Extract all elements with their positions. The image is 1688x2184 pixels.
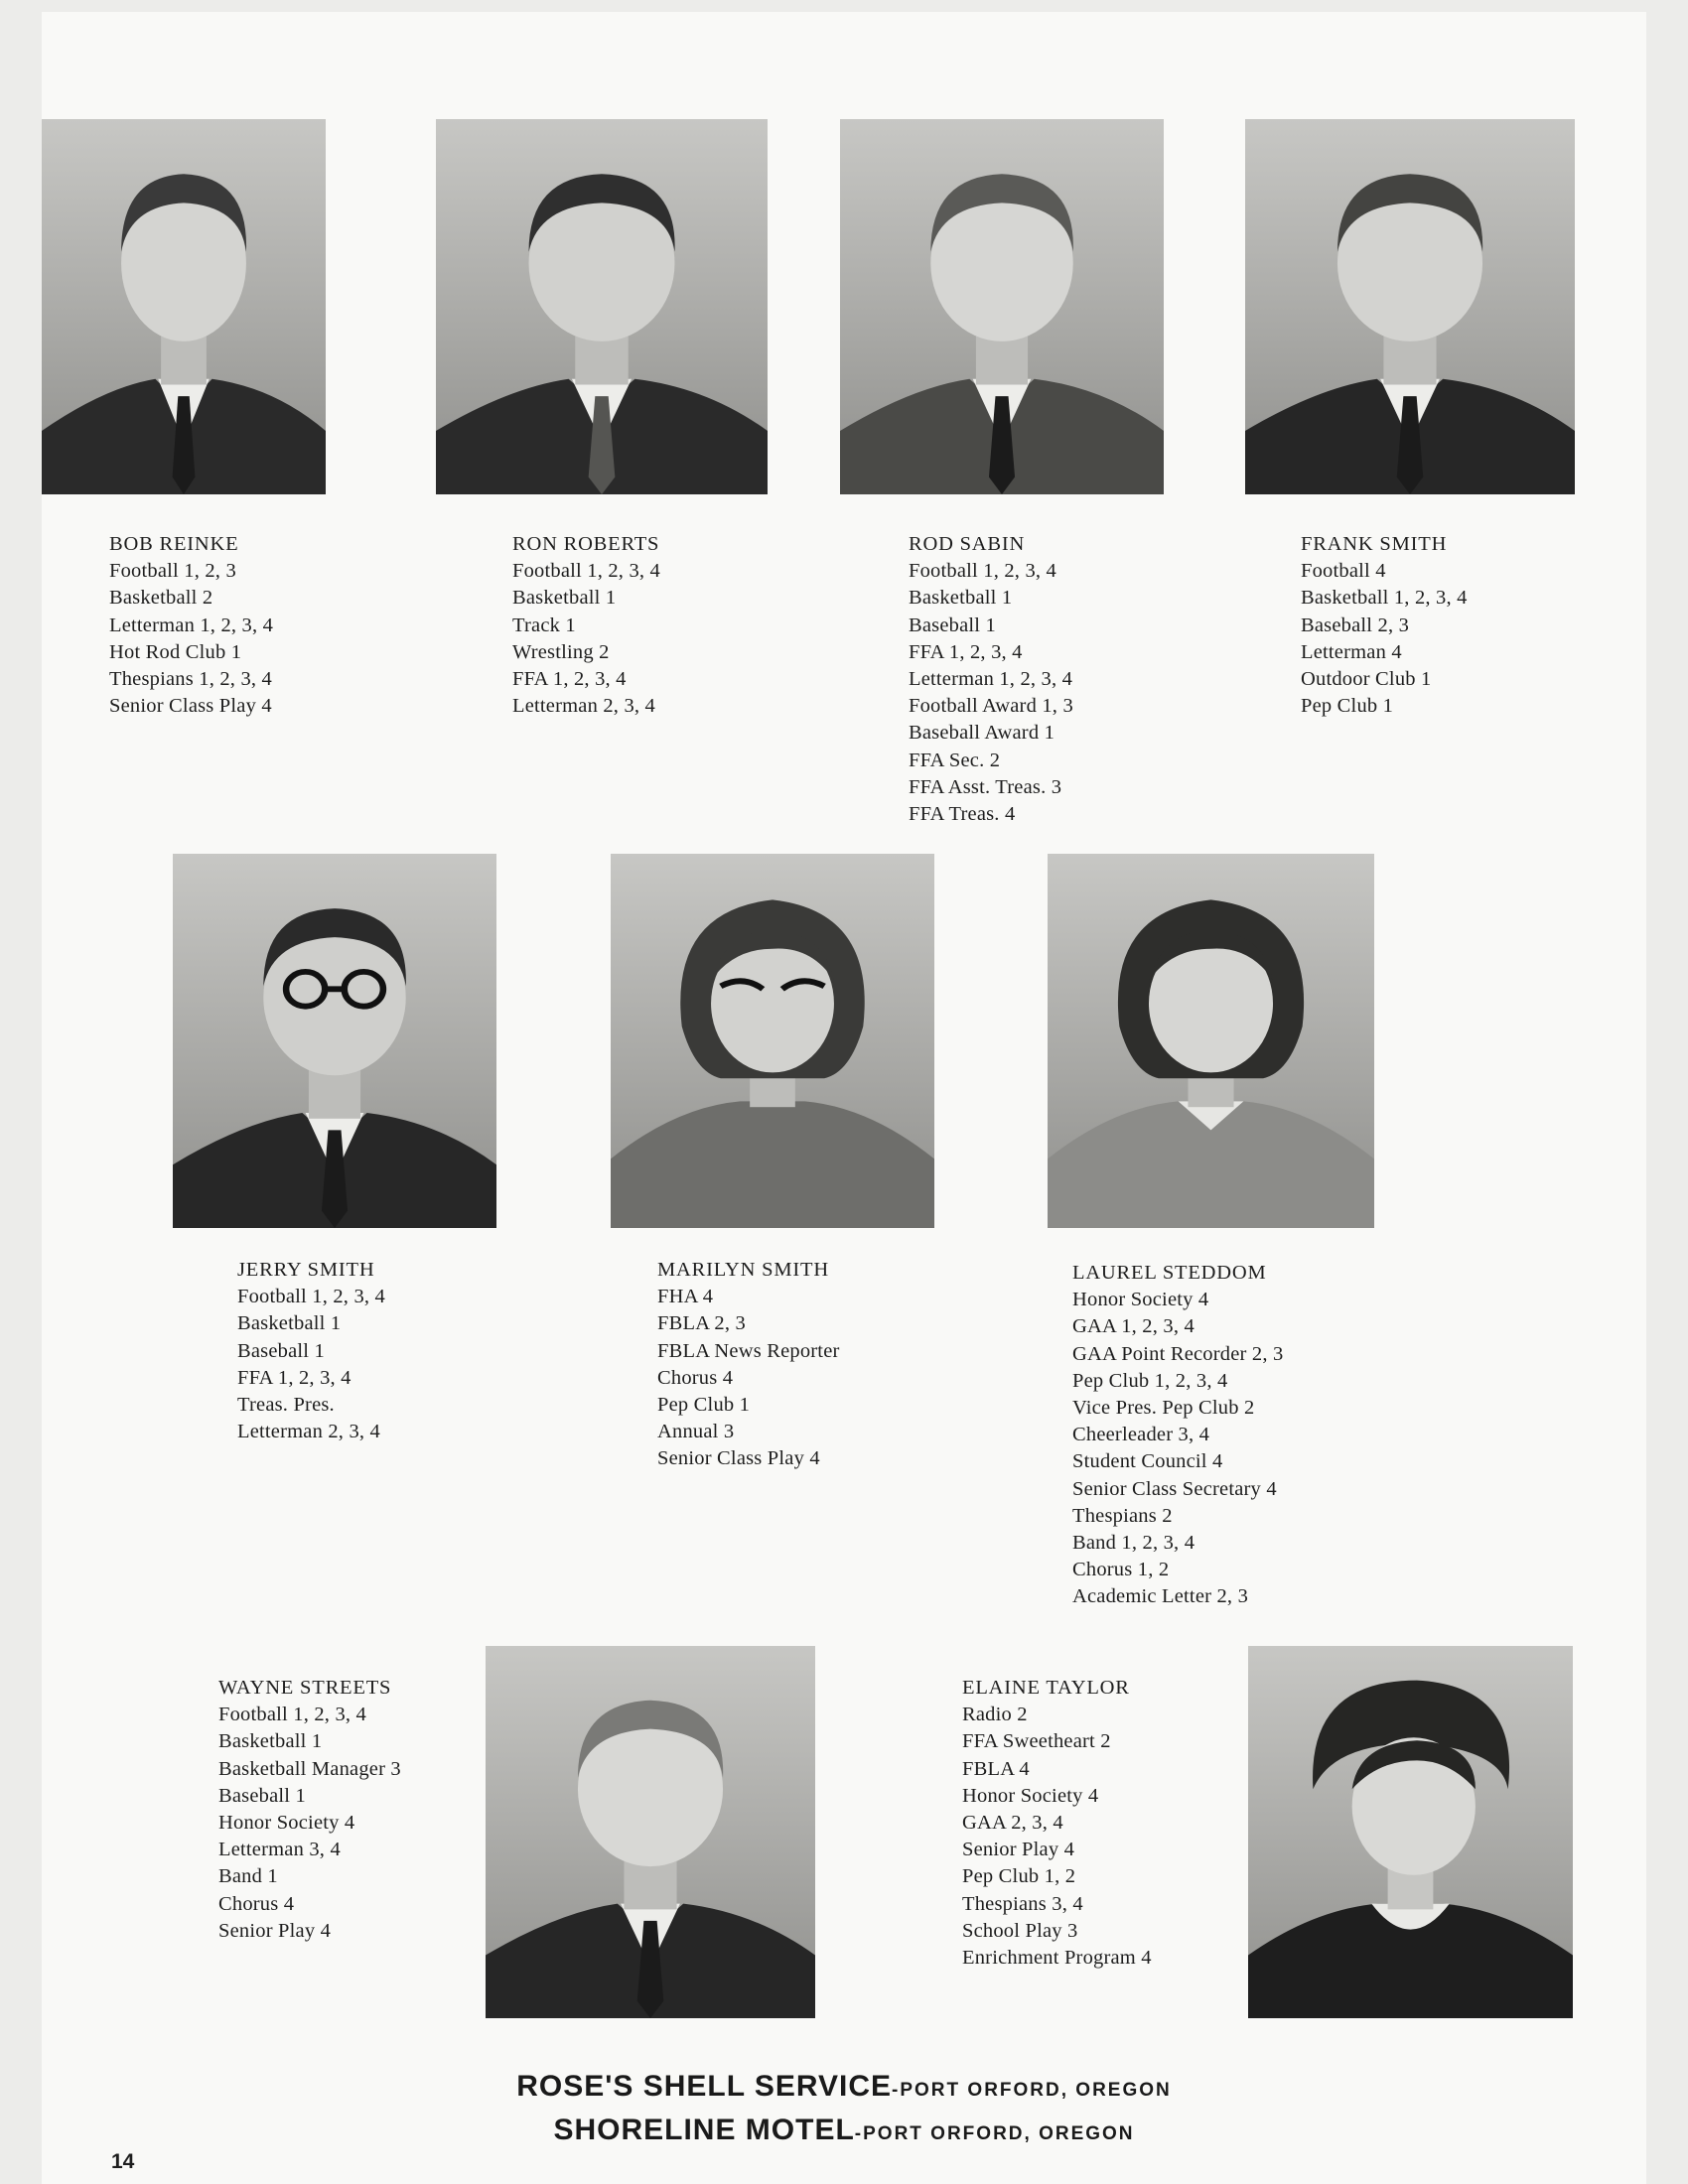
activity: Letterman 3, 4 [218, 1839, 341, 1861]
activity: Honor Society 4 [218, 1812, 355, 1835]
ad-location: -PORT ORFORD, OREGON [854, 2123, 1135, 2144]
sponsor-ad [0, 2065, 1688, 2109]
sponsor-ads [0, 2065, 1688, 2152]
senior-name: RON ROBERTS [512, 533, 660, 555]
activity: Thespians 3, 4 [962, 1892, 1083, 1915]
activity: Basketball 1 [512, 587, 617, 610]
activity: Pep Club 1, 2 [962, 1865, 1076, 1888]
activity: GAA Point Recorder 2, 3 [1072, 1342, 1284, 1365]
senior-bio [218, 1675, 401, 1945]
activity: FFA Asst. Treas. 3 [909, 775, 1062, 798]
senior-bio [237, 1257, 385, 1445]
activity: Vice Pres. Pep Club 2 [1072, 1397, 1255, 1420]
activity: GAA 1, 2, 3, 4 [1072, 1315, 1195, 1338]
activity: Basketball 1, 2, 3, 4 [1301, 587, 1468, 610]
activity: Senior Class Secretary 4 [1072, 1477, 1277, 1500]
activity: FFA 1, 2, 3, 4 [512, 668, 627, 691]
activity: FBLA News Reporter [657, 1339, 840, 1362]
activity: FFA 1, 2, 3, 4 [237, 1366, 352, 1389]
senior-bio [512, 531, 660, 720]
senior-name: JERRY SMITH [237, 1259, 375, 1281]
activity: Pep Club 1, 2, 3, 4 [1072, 1369, 1228, 1392]
activity: Thespians 2 [1072, 1504, 1173, 1527]
activity: FFA Treas. 4 [909, 803, 1016, 826]
activity: Letterman 2, 3, 4 [237, 1421, 381, 1443]
portrait-photo-laurel-steddom [1048, 854, 1374, 1228]
ad-business-name: ROSE'S SHELL SERVICE [516, 2070, 893, 2103]
sponsor-ad [0, 2109, 1688, 2152]
activity: Letterman 4 [1301, 640, 1402, 663]
activity: Senior Play 4 [962, 1839, 1075, 1861]
senior-name: WAYNE STREETS [218, 1677, 392, 1699]
senior-bio [1072, 1260, 1283, 1611]
activity: Letterman 1, 2, 3, 4 [109, 614, 274, 636]
activity: Hot Rod Club 1 [109, 640, 242, 663]
activity: Baseball 1 [218, 1784, 306, 1807]
portrait-photo-jerry-smith [173, 854, 496, 1228]
activity: Honor Society 4 [962, 1784, 1099, 1807]
activity: Pep Club 1 [657, 1394, 751, 1417]
senior-bio [109, 531, 273, 720]
activity: Baseball 1 [909, 614, 996, 636]
activity: Baseball Award 1 [909, 722, 1055, 745]
activity: Football 1, 2, 3, 4 [512, 560, 661, 583]
ad-location: -PORT ORFORD, OREGON [892, 2080, 1172, 2101]
activity: Letterman 2, 3, 4 [512, 695, 656, 718]
activity: Football 1, 2, 3, 4 [218, 1704, 367, 1726]
activity: Baseball 2, 3 [1301, 614, 1410, 636]
activity: Football 1, 2, 3, 4 [909, 560, 1057, 583]
activity: FFA Sweetheart 2 [962, 1730, 1111, 1753]
activity: Football 4 [1301, 560, 1386, 583]
activity: Senior Class Play 4 [657, 1447, 820, 1470]
activity: Football 1, 2, 3 [109, 560, 236, 583]
activity: Band 1 [218, 1865, 278, 1888]
senior-name: ROD SABIN [909, 533, 1026, 555]
portrait-photo-frank-smith [1245, 119, 1575, 494]
activity: Basketball 2 [109, 587, 213, 610]
activity: Cheerleader 3, 4 [1072, 1424, 1210, 1446]
activity: FHA 4 [657, 1286, 714, 1308]
activity: FBLA 4 [962, 1757, 1030, 1780]
activity: Student Council 4 [1072, 1450, 1223, 1473]
activity: Band 1, 2, 3, 4 [1072, 1532, 1196, 1555]
activity: Track 1 [512, 614, 576, 636]
activity: Radio 2 [962, 1704, 1028, 1726]
senior-name: FRANK SMITH [1301, 533, 1448, 555]
activity: Basketball 1 [237, 1312, 342, 1335]
portrait-photo-marilyn-smith [611, 854, 934, 1228]
activity: Basketball Manager 3 [218, 1757, 401, 1780]
activity: Basketball 1 [218, 1730, 323, 1753]
activity: Chorus 4 [218, 1892, 295, 1915]
senior-name: LAUREL STEDDOM [1072, 1262, 1267, 1284]
senior-bio [909, 531, 1073, 828]
senior-bio [657, 1257, 840, 1473]
activity: FBLA 2, 3 [657, 1312, 746, 1335]
ad-business-name: SHORELINE MOTEL [553, 2114, 855, 2146]
activity: Treas. Pres. [237, 1394, 335, 1417]
activity: Pep Club 1 [1301, 695, 1394, 718]
portrait-photo-elaine-taylor [1248, 1646, 1573, 2018]
activity: Senior Class Play 4 [109, 695, 272, 718]
portrait-photo-wayne-streets [486, 1646, 815, 2018]
activity: Chorus 1, 2 [1072, 1559, 1170, 1581]
senior-name: MARILYN SMITH [657, 1259, 829, 1281]
activity: Senior Play 4 [218, 1919, 332, 1942]
senior-name: BOB REINKE [109, 533, 239, 555]
senior-bio [962, 1675, 1152, 1972]
activity: Baseball 1 [237, 1339, 325, 1362]
activity: Enrichment Program 4 [962, 1947, 1152, 1970]
activity: Honor Society 4 [1072, 1289, 1209, 1311]
activity: Chorus 4 [657, 1366, 734, 1389]
page-number: 14 [111, 2150, 135, 2173]
senior-bio [1301, 531, 1468, 720]
activity: School Play 3 [962, 1919, 1078, 1942]
portrait-photo-ron-roberts [436, 119, 768, 494]
activity: Thespians 1, 2, 3, 4 [109, 668, 272, 691]
activity: FFA Sec. 2 [909, 749, 1001, 771]
portrait-photo-rod-sabin [840, 119, 1164, 494]
activity: Annual 3 [657, 1421, 735, 1443]
activity: Football Award 1, 3 [909, 695, 1073, 718]
activity: Basketball 1 [909, 587, 1013, 610]
activity: Letterman 1, 2, 3, 4 [909, 668, 1073, 691]
senior-name: ELAINE TAYLOR [962, 1677, 1130, 1699]
activity: GAA 2, 3, 4 [962, 1812, 1063, 1835]
activity: Outdoor Club 1 [1301, 668, 1432, 691]
activity: Wrestling 2 [512, 640, 610, 663]
activity: Football 1, 2, 3, 4 [237, 1286, 386, 1308]
activity: Academic Letter 2, 3 [1072, 1585, 1249, 1608]
portrait-photo-bob-reinke [42, 119, 326, 494]
activity: FFA 1, 2, 3, 4 [909, 640, 1023, 663]
